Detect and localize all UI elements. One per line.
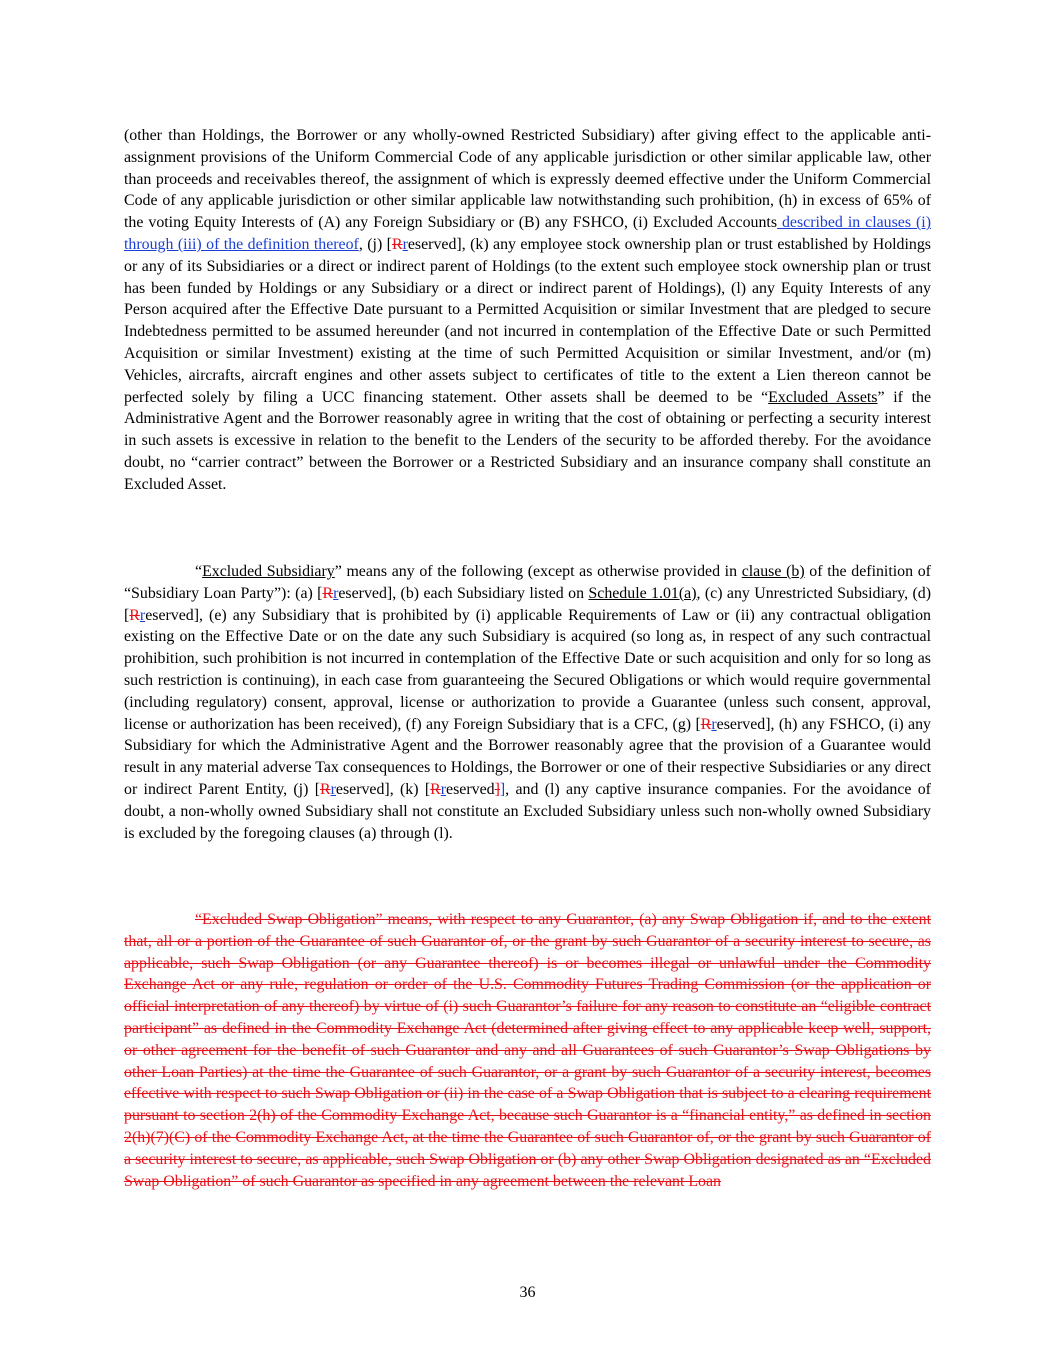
inserted-text: r — [440, 780, 447, 798]
text-run: eserved], (k) any employee stock ownership plan or trust established by Holdings or any of its Subsidiaries or a direct or indirect parent of Holdings (to the extent such employee stock ownership plan or trust has been funded by Holdings or any Subsidiary or a direct or indirect parent of Holdings), (l) any Equity Interests of any Person acquired after the Effective Date pursuant to a Permitted Acquisition or similar Investment that are pledged to secure Indebtedness permitted to be assumed hereunder (and not incurred in contemplation of the Effective Date or such Permitted Acquisition or similar Investment) existing at the time of such Permitted Acquisition or similar Investment, and/or (m) Vehicles, aircrafts, aircraft engines and other assets subject to certificates of title to the extent a Lien thereon cannot be perfected solely by filing a UCC financing statement. Other assets shall be deemed to be “ — [124, 235, 931, 406]
inserted-text: ] — [499, 780, 506, 798]
text-run: “ — [195, 563, 203, 580]
deleted-text: R — [129, 606, 140, 624]
text-run: of the definition of “Subsidiary Loan Party”): (a) [ — [124, 563, 931, 602]
deleted-text: R — [391, 235, 403, 253]
schedule-reference: Schedule 1.01(a) — [588, 584, 697, 602]
deleted-text: ] — [494, 780, 500, 798]
text-run: (other than Holdings, the Borrower or any wholly-owned Restricted Subsidiary) after giving effect to the applicable anti-assignment provisions of the Uniform Commercial Code of any applicable jurisdiction or other similar applicable law, other than proceeds and receivables thereof, the assignment of which is expressly deemed effective under the Uniform Commercial Code of any applicable jurisdiction or other similar applicable law notwithstanding such prohibition, (h) in excess of 65% of the voting Equity Interests of (A) any Foreign Subsidiary or (B) any FSHCO, (i) Excluded Accounts — [124, 127, 931, 232]
text-run: ” means any of the following (except as otherwise provided in — [334, 563, 742, 580]
inserted-text: r — [402, 235, 408, 253]
text-run: , (c) any Unrestricted Subsidiary, (d) [ — [124, 584, 931, 624]
defined-term: Excluded Subsidiary — [202, 563, 335, 580]
text-run: eserved — [446, 780, 495, 798]
clause-reference: clause (b) — [741, 563, 805, 580]
deleted-text: R — [430, 780, 441, 798]
inserted-text: described in clauses (i) through (iii) of the definition thereof — [124, 214, 931, 253]
page-number: 36 — [519, 1284, 536, 1301]
inserted-text: r — [333, 584, 339, 602]
deleted-text: R — [322, 584, 334, 602]
defined-term: Excluded Assets — [768, 388, 878, 406]
deleted-text: “Excluded Swap Obligation” means, with respect to any Guarantor, (a) any Swap Obligation if, and to the extent that, all or a portion of the Guarantee of such Guarantor of, or the grant by such Guarantor of a security interest to secure, as applicable, such Swap Obligation (or any Guarantee thereof) is or becomes illegal or unlawful under the Commodity Exchange Act or any rule, regulation or order of the U.S. Commodity Futures Trading Commission (or the application or official interpretation of any thereof) by virtue of (i) such Guarantor’s failure for any reason to constitute an “eligible contract participant” as defined in the Commodity Exchange Act (determined after giving effect to any applicable keep well, support, or other agreement for the benefit of such Guarantor and any and all Guarantees of such Guarantor’s Swap Obligations by other Loan Parties) at the time the Guarantee of such Guarantor, or a grant by such Guarantor of a security interest, becomes effective with respect to such Swap Obligation or (ii) in the case of a Swap Obligation that is subject to a clearing requirement pursuant to section 2(h) of the Commodity Exchange Act, because such Guarantor is a “financial entity,” as defined in section 2(h)(7)(C) of the Commodity Exchange Act, at the time the Guarantee of such Guarantor of, or the grant by such Guarantor of a security interest to secure, as applicable, such Swap Obligation or (b) any other Swap Obligation designated as an “Excluded Swap Obligation” of such Guarantor as specified in any agreement between the relevant Loan — [124, 911, 931, 1190]
deleted-text: R — [700, 715, 712, 733]
text-run: , and (l) any captive insurance companies. For the avoidance of doubt, a non-wholly owned Subsidiary shall not constitute an Excluded Subsidiary unless such non-wholly owned Subsidiary is excluded by the foregoing clauses (a) through (l). — [124, 780, 931, 842]
inserted-text: r — [330, 780, 336, 798]
text-run: eserved], (e) any Subsidiary that is prohibited by (i) applicable Requirements of Law or (ii) any contractual obligation existing on the Effective Date or on the date any such Subsidiary is acquired (so long as, in respect of any such contractual prohibition, such prohibition is not incurred in contemplation of the Effective Date or such acquisition and only for so long as such restriction is continuing), in each case from guaranteeing the Secured Obligations or which would require governmental (including regulatory) consent, approval, license or authorization to provide a Guarantee (unless such consent, approval, license or authorization has been received), (f) any Foreign Subsidiary that is a CFC, (g) [ — [124, 606, 931, 733]
text-run: eserved], (k) [ — [335, 780, 431, 798]
paragraph-excluded-subsidiary — [124, 561, 931, 844]
text-run: eserved], (b) each Subsidiary listed on — [338, 584, 589, 602]
text-run: ” if the Administrative Agent and the Borrower reasonably agree in writing that the cost of obtaining or perfecting a security interest in such assets is excessive in relation to the benefit to the Lenders of the security to be afforded thereby. For the avoidance doubt, no “carrier contract” between the Borrower or a Restricted Subsidiary and an insurance company shall constitute an Excluded Asset. — [124, 388, 932, 493]
paragraph-excluded-assets — [124, 125, 931, 496]
inserted-text: r — [139, 606, 146, 624]
text-run: eserved], (h) any FSHCO, (i) any Subsidiary for which the Administrative Agent and the Borrower reasonably agree that the provision of a Guarantee would result in any material adverse Tax consequences to Holdings, the Borrower or one of their respective Subsidiaries or any direct or indirect Parent Entity, (j) [ — [124, 715, 932, 798]
inserted-text: r — [711, 715, 717, 733]
paragraph-excluded-swap-obligation-deleted — [124, 909, 931, 1192]
text-run: , (j) [ — [358, 235, 392, 253]
deleted-text: R — [320, 780, 331, 798]
